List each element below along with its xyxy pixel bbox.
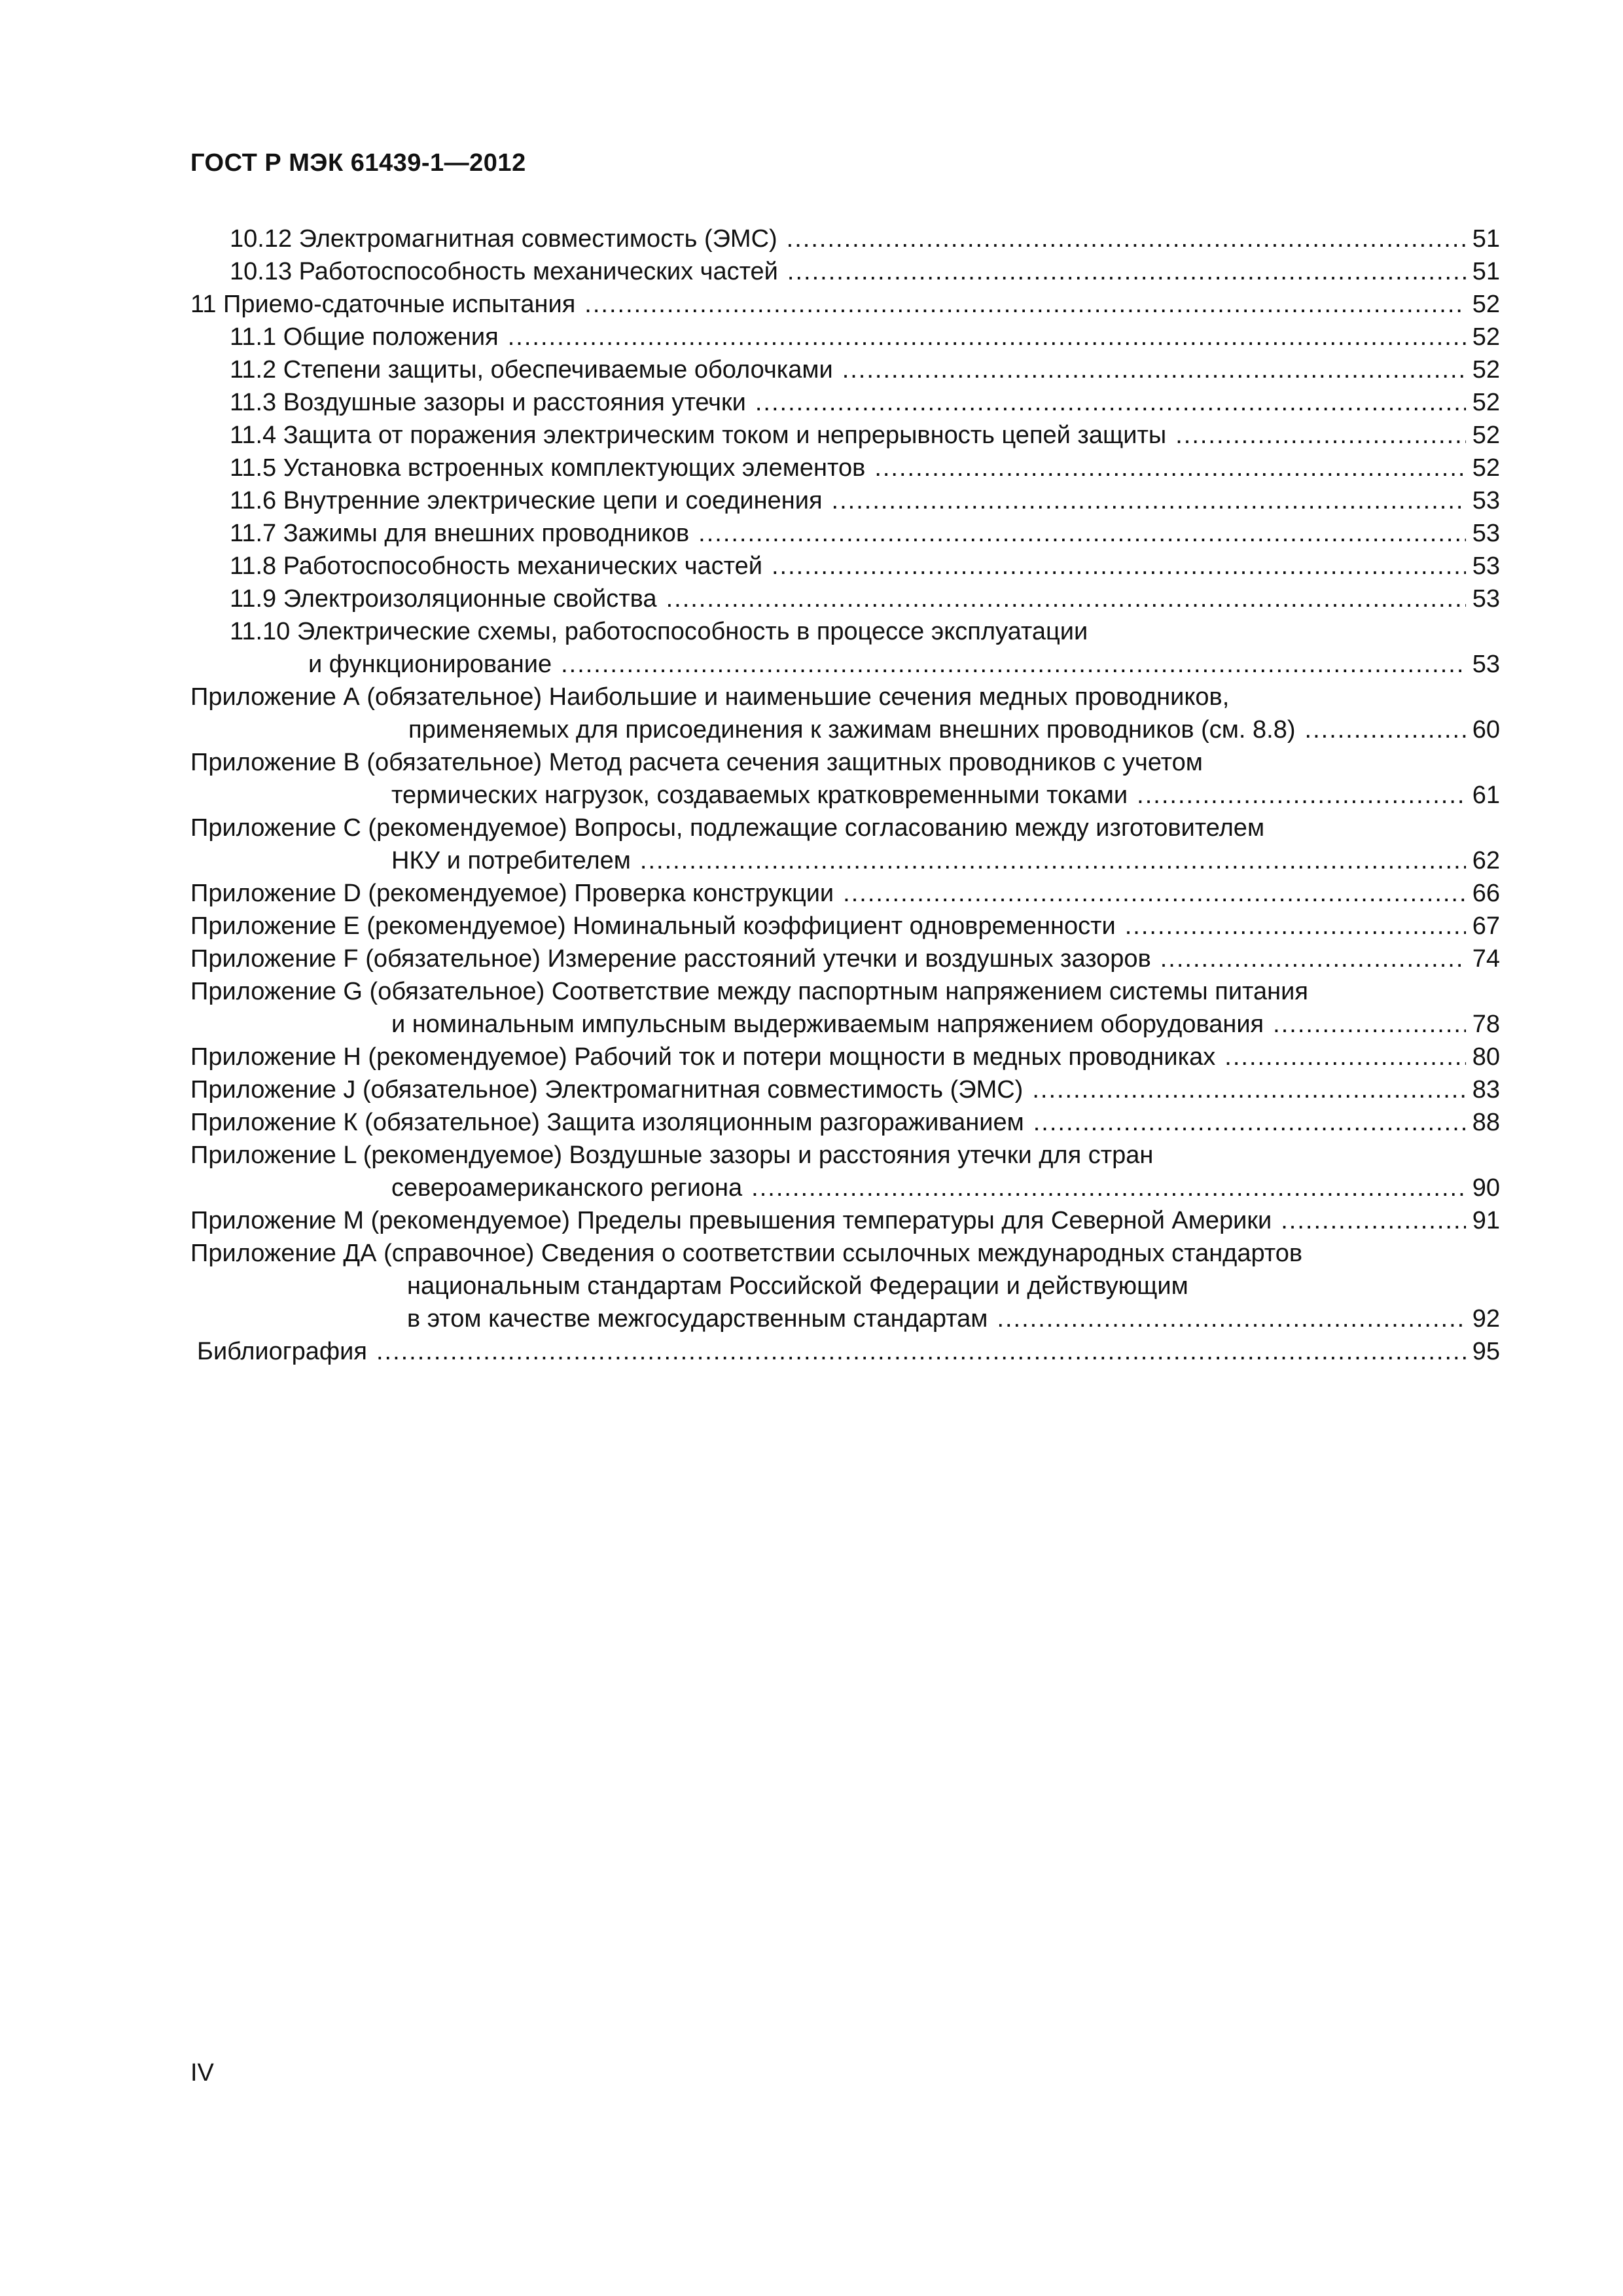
dot-leader xyxy=(561,648,1466,681)
toc-entry xyxy=(190,419,1500,452)
toc-entry-page: 91 xyxy=(1472,1207,1500,1234)
dot-leader xyxy=(751,1172,1466,1204)
toc-entry-title: 10.13 Работоспособность механических частей xyxy=(230,258,778,285)
toc-entry-title: Приложение ДА (справочное) Сведения о соответствии ссылочных международных стандартов xyxy=(190,1240,1303,1267)
toc-entry-title: Приложение В (обязательное) Метод расчета сечения защитных проводников с учетом xyxy=(190,749,1203,776)
toc-entry-title: Библиография xyxy=(197,1338,367,1365)
toc-entry-title: 11.2 Степени защиты, обеспечиваемые оболочками xyxy=(230,356,833,384)
toc-entry-page: 62 xyxy=(1472,847,1500,874)
toc-entry xyxy=(190,255,1500,288)
toc-entry-line xyxy=(190,1073,1500,1106)
toc-entry-line xyxy=(190,550,1500,583)
toc-entry-line xyxy=(190,1041,1500,1073)
dot-leader xyxy=(698,517,1466,550)
toc-entry xyxy=(190,1139,1500,1204)
toc-entry-page: 53 xyxy=(1472,552,1500,580)
dot-leader xyxy=(997,1302,1466,1335)
toc-entry xyxy=(190,1204,1500,1237)
dot-leader xyxy=(1032,1073,1466,1106)
toc-entry-page: 95 xyxy=(1472,1338,1500,1365)
toc-entry xyxy=(190,517,1500,550)
toc-entry-line xyxy=(190,844,1500,877)
dot-leader xyxy=(772,550,1466,583)
toc-entry-line xyxy=(190,779,1500,812)
toc-entry-title: 11.1 Общие положения xyxy=(230,323,499,351)
toc-entry-line xyxy=(190,1335,1500,1368)
dot-leader xyxy=(1175,419,1466,452)
toc-entry-title: Приложение G (обязательное) Соответствие между паспортным напряжением системы питания xyxy=(190,978,1308,1005)
toc-entry-line xyxy=(190,255,1500,288)
dot-leader xyxy=(787,223,1466,255)
toc-entry-title: Приложение Н (рекомендуемое) Рабочий ток и потери мощности в медных проводниках xyxy=(190,1043,1216,1071)
dot-leader xyxy=(1033,1106,1466,1139)
toc-entry-title: в этом качестве межгосударственным стандартам xyxy=(407,1305,988,1333)
toc-entry xyxy=(190,550,1500,583)
toc-entry-title: 11.6 Внутренние электрические цепи и соединения xyxy=(230,487,823,514)
toc-entry-page: 51 xyxy=(1472,258,1500,285)
toc-entry-page: 74 xyxy=(1472,945,1500,973)
toc-entry xyxy=(190,877,1500,910)
dot-leader xyxy=(755,386,1466,419)
toc-entry xyxy=(190,975,1500,1041)
toc-entry-title: североамериканского региона xyxy=(391,1174,743,1202)
toc-entry xyxy=(190,353,1500,386)
toc-entry-title: Приложение J (обязательное) Электромагнитная совместимость (ЭМС) xyxy=(190,1076,1024,1103)
toc-entry-title: 11.7 Зажимы для внешних проводников xyxy=(230,520,690,547)
toc-entry-title: термических нагрузок, создаваемых кратковременными токами xyxy=(391,781,1128,809)
toc-entry xyxy=(190,681,1500,746)
toc-entry xyxy=(190,1106,1500,1139)
toc-entry-line xyxy=(190,452,1500,484)
toc-entry-page: 88 xyxy=(1472,1109,1500,1136)
toc-entry-title: 11.3 Воздушные зазоры и расстояния утечки xyxy=(230,389,746,416)
toc-entry-line xyxy=(190,942,1500,975)
toc-entry-line xyxy=(190,975,1500,1008)
toc-entry xyxy=(190,942,1500,975)
toc-entry-title: 11.9 Электроизоляционные свойства xyxy=(230,585,657,613)
toc-entry-page: 51 xyxy=(1472,225,1500,253)
table-of-contents xyxy=(190,223,1500,1368)
toc-entry-title: и функционирование xyxy=(308,651,552,678)
toc-entry-line xyxy=(190,583,1500,615)
dot-leader xyxy=(508,321,1466,353)
toc-entry-line xyxy=(190,1302,1500,1335)
toc-entry-page: 53 xyxy=(1472,487,1500,514)
toc-entry-page: 52 xyxy=(1472,291,1500,318)
toc-entry xyxy=(190,1041,1500,1073)
toc-entry-line xyxy=(190,386,1500,419)
toc-entry-title: Приложение А (обязательное) Наибольшие и наименьшие сечения медных проводников, xyxy=(190,683,1230,711)
toc-entry xyxy=(190,1335,1500,1368)
toc-entry-page: 52 xyxy=(1472,454,1500,482)
toc-entry-title: 10.12 Электромагнитная совместимость (ЭМС) xyxy=(230,225,777,253)
toc-entry-page: 66 xyxy=(1472,880,1500,907)
toc-entry xyxy=(190,452,1500,484)
toc-entry-page: 53 xyxy=(1472,585,1500,613)
toc-entry-page: 52 xyxy=(1472,422,1500,449)
toc-entry-title: 11.10 Электрические схемы, работоспособность в процессе эксплуатации xyxy=(230,618,1088,645)
toc-entry-title: Приложение L (рекомендуемое) Воздушные зазоры и расстояния утечки для стран xyxy=(190,1141,1154,1169)
dot-leader xyxy=(1160,942,1466,975)
toc-entry-page: 52 xyxy=(1472,389,1500,416)
toc-entry-title: Приложение К (обязательное) Защита изоляционным разгораживанием xyxy=(190,1109,1024,1136)
toc-entry xyxy=(190,386,1500,419)
toc-entry-page: 83 xyxy=(1472,1076,1500,1103)
dot-leader xyxy=(376,1335,1466,1368)
dot-leader xyxy=(1125,910,1466,942)
toc-entry-line xyxy=(190,681,1500,713)
dot-leader xyxy=(1137,779,1466,812)
dot-leader xyxy=(640,844,1466,877)
dot-leader xyxy=(1281,1204,1466,1237)
toc-entry xyxy=(190,583,1500,615)
toc-entry-line xyxy=(190,484,1500,517)
toc-entry-line xyxy=(190,877,1500,910)
dot-leader xyxy=(1224,1041,1466,1073)
dot-leader xyxy=(1273,1008,1466,1041)
toc-entry-page: 90 xyxy=(1472,1174,1500,1202)
toc-entry-line xyxy=(190,812,1500,844)
toc-entry-line xyxy=(190,910,1500,942)
toc-entry xyxy=(190,1237,1500,1335)
toc-entry-title: 11.8 Работоспособность механических частей xyxy=(230,552,762,580)
toc-entry-line xyxy=(190,419,1500,452)
toc-entry-page: 52 xyxy=(1472,356,1500,384)
toc-entry-title: применяемых для присоединения к зажимам внешних проводников (см. 8.8) xyxy=(408,716,1296,744)
toc-entry-page: 67 xyxy=(1472,912,1500,940)
toc-entry-line xyxy=(190,648,1500,681)
toc-entry-line xyxy=(190,288,1500,321)
toc-entry-line xyxy=(190,1204,1500,1237)
toc-entry-title: Приложение D (рекомендуемое) Проверка конструкции xyxy=(190,880,834,907)
toc-entry xyxy=(190,615,1500,681)
toc-entry-line xyxy=(190,713,1500,746)
toc-entry-title: национальным стандартам Российской Федерации и действующим xyxy=(407,1272,1188,1300)
toc-entry-title: 11.4 Защита от поражения электрическим током и непрерывность цепей защиты xyxy=(230,422,1167,449)
dot-leader xyxy=(842,353,1466,386)
toc-entry xyxy=(190,1073,1500,1106)
toc-entry-title: Приложение М (рекомендуемое) Пределы превышения температуры для Северной Америки xyxy=(190,1207,1272,1234)
toc-entry-line xyxy=(190,223,1500,255)
toc-entry-title: 11.5 Установка встроенных комплектующих элементов xyxy=(230,454,866,482)
page-number: IV xyxy=(190,2059,214,2087)
dot-leader xyxy=(874,452,1466,484)
toc-entry-title: и номинальным импульсным выдерживаемым напряжением оборудования xyxy=(391,1011,1264,1038)
toc-entry-line xyxy=(190,1106,1500,1139)
toc-entry-page: 78 xyxy=(1472,1011,1500,1038)
toc-entry-line xyxy=(190,615,1500,648)
dot-leader xyxy=(1305,713,1466,746)
toc-entry-line xyxy=(190,1139,1500,1172)
dot-leader xyxy=(787,255,1466,288)
toc-entry-line xyxy=(190,1008,1500,1041)
toc-entry-page: 52 xyxy=(1472,323,1500,351)
toc-entry xyxy=(190,484,1500,517)
toc-entry-page: 92 xyxy=(1472,1305,1500,1333)
toc-entry-page: 61 xyxy=(1472,781,1500,809)
toc-entry xyxy=(190,223,1500,255)
toc-entry-page: 60 xyxy=(1472,716,1500,744)
toc-entry xyxy=(190,288,1500,321)
toc-entry xyxy=(190,746,1500,812)
toc-entry-page: 53 xyxy=(1472,520,1500,547)
toc-entry-page: 53 xyxy=(1472,651,1500,678)
toc-entry xyxy=(190,321,1500,353)
toc-entry xyxy=(190,812,1500,877)
document-header: ГОСТ Р МЭК 61439-1—2012 xyxy=(190,149,526,177)
toc-entry-line xyxy=(190,321,1500,353)
toc-entry-line xyxy=(190,746,1500,779)
toc-entry-title: Приложение Е (рекомендуемое) Номинальный коэффициент одновременности xyxy=(190,912,1116,940)
toc-entry-line xyxy=(190,1172,1500,1204)
dot-leader xyxy=(666,583,1466,615)
dot-leader xyxy=(584,288,1466,321)
toc-entry-title: 11 Приемо-сдаточные испытания xyxy=(190,291,576,318)
toc-entry-line xyxy=(190,1237,1500,1270)
toc-entry-title: Приложение F (обязательное) Измерение расстояний утечки и воздушных зазоров xyxy=(190,945,1151,973)
toc-entry-page: 80 xyxy=(1472,1043,1500,1071)
toc-entry-line xyxy=(190,1270,1500,1302)
toc-entry-title: НКУ и потребителем xyxy=(391,847,631,874)
toc-entry xyxy=(190,910,1500,942)
toc-entry-line xyxy=(190,517,1500,550)
toc-entry-title: Приложение С (рекомендуемое) Вопросы, подлежащие согласованию между изготовителем xyxy=(190,814,1265,842)
toc-entry-line xyxy=(190,353,1500,386)
dot-leader xyxy=(843,877,1466,910)
dot-leader xyxy=(832,484,1466,517)
